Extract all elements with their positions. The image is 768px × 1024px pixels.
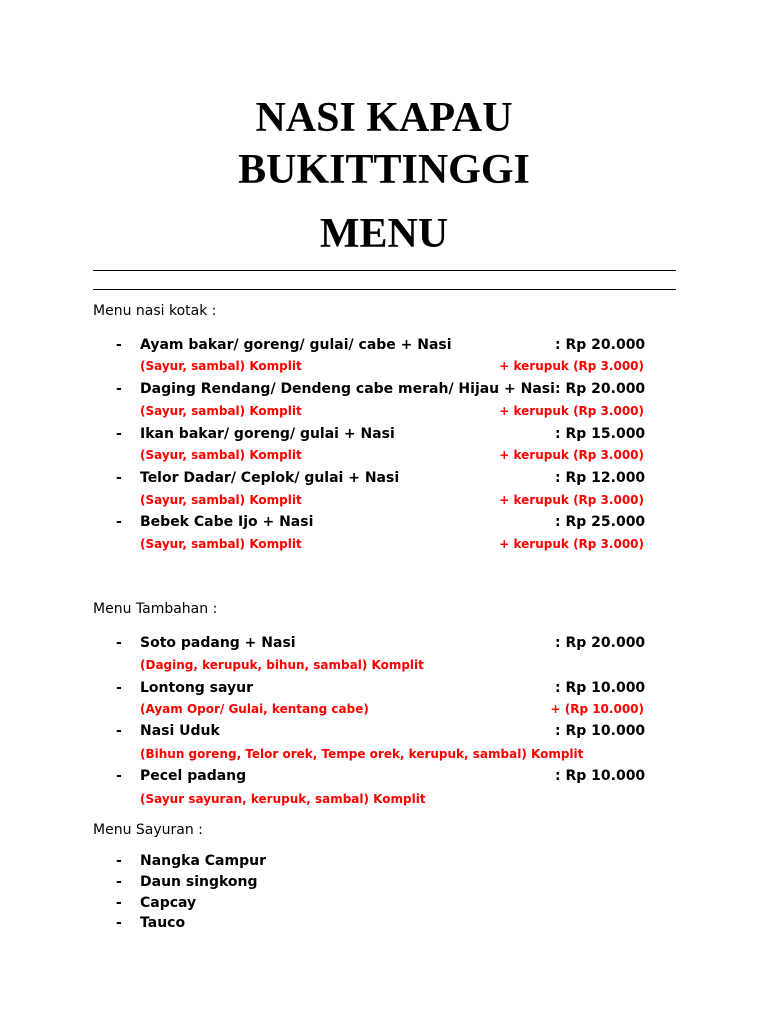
item-description: (Daging, kerupuk, bihun, sambal) Komplit: [140, 658, 424, 672]
item-extra: + kerupuk (Rp 3.000): [499, 493, 644, 507]
bullet-dash: -: [116, 723, 122, 739]
bullet-dash: -: [116, 768, 122, 784]
bullet-dash: -: [116, 895, 122, 911]
item-description: (Sayur, sambal) Komplit: [140, 359, 302, 373]
bullet-dash: -: [116, 874, 122, 890]
bullet-dash: -: [116, 381, 122, 397]
bullet-dash: -: [116, 337, 122, 353]
section-heading-sayuran: Menu Sayuran :: [93, 822, 203, 838]
title-line-3: MENU: [319, 211, 449, 257]
section-heading-nasi-kotak: Menu nasi kotak :: [93, 303, 217, 319]
item-description: (Sayur, sambal) Komplit: [140, 537, 302, 551]
item-price: : Rp 10.000: [555, 680, 646, 696]
item-description: (Sayur, sambal) Komplit: [140, 448, 302, 462]
bullet-dash: -: [116, 853, 122, 869]
item-price: : Rp 20.000: [555, 337, 646, 353]
item-name: Capcay: [140, 895, 197, 911]
item-name: Nangka Campur: [140, 853, 266, 869]
section-heading-tambahan: Menu Tambahan :: [93, 601, 218, 617]
item-description: (Bihun goreng, Telor orek, Tempe orek, kerupuk, sambal) Komplit: [140, 747, 584, 761]
item-extra: + kerupuk (Rp 3.000): [499, 404, 644, 418]
title-line-2: BUKITTINGGI: [238, 147, 530, 193]
item-extra: + kerupuk (Rp 3.000): [499, 359, 644, 373]
item-name: Daun singkong: [140, 874, 258, 890]
item-name: Telor Dadar/ Ceplok/ gulai + Nasi: [140, 470, 400, 486]
item-name: Tauco: [140, 915, 186, 931]
item-price: : Rp 10.000: [555, 768, 646, 784]
item-name: Ikan bakar/ goreng/ gulai + Nasi: [140, 426, 395, 442]
item-extra: + kerupuk (Rp 3.000): [499, 448, 644, 462]
bullet-dash: -: [116, 915, 122, 931]
item-price: : Rp 20.000: [555, 635, 646, 651]
item-extra: + (Rp 10.000): [550, 702, 644, 716]
item-price: : Rp 15.000: [555, 426, 646, 442]
divider-line-2: [93, 289, 676, 290]
bullet-dash: -: [116, 426, 122, 442]
bullet-dash: -: [116, 514, 122, 530]
item-description: (Sayur sayuran, kerupuk, sambal) Komplit: [140, 792, 426, 806]
bullet-dash: -: [116, 635, 122, 651]
item-price: : Rp 10.000: [555, 723, 646, 739]
item-name: Bebek Cabe Ijo + Nasi: [140, 514, 314, 530]
item-description: (Sayur, sambal) Komplit: [140, 493, 302, 507]
item-price: : Rp 20.000: [555, 381, 646, 397]
item-name: Nasi Uduk: [140, 723, 220, 739]
title-line-1: NASI KAPAU: [255, 95, 513, 141]
item-price: : Rp 12.000: [555, 470, 646, 486]
item-name: Daging Rendang/ Dendeng cabe merah/ Hijau + Nasi: [140, 381, 555, 397]
item-description: (Ayam Opor/ Gulai, kentang cabe): [140, 702, 369, 716]
item-extra: + kerupuk (Rp 3.000): [499, 537, 644, 551]
divider-line-1: [93, 270, 676, 271]
item-name: Pecel padang: [140, 768, 247, 784]
bullet-dash: -: [116, 470, 122, 486]
bullet-dash: -: [116, 680, 122, 696]
item-price: : Rp 25.000: [555, 514, 646, 530]
item-name: Soto padang + Nasi: [140, 635, 296, 651]
item-name: Ayam bakar/ goreng/ gulai/ cabe + Nasi: [140, 337, 452, 353]
item-description: (Sayur, sambal) Komplit: [140, 404, 302, 418]
item-name: Lontong sayur: [140, 680, 254, 696]
